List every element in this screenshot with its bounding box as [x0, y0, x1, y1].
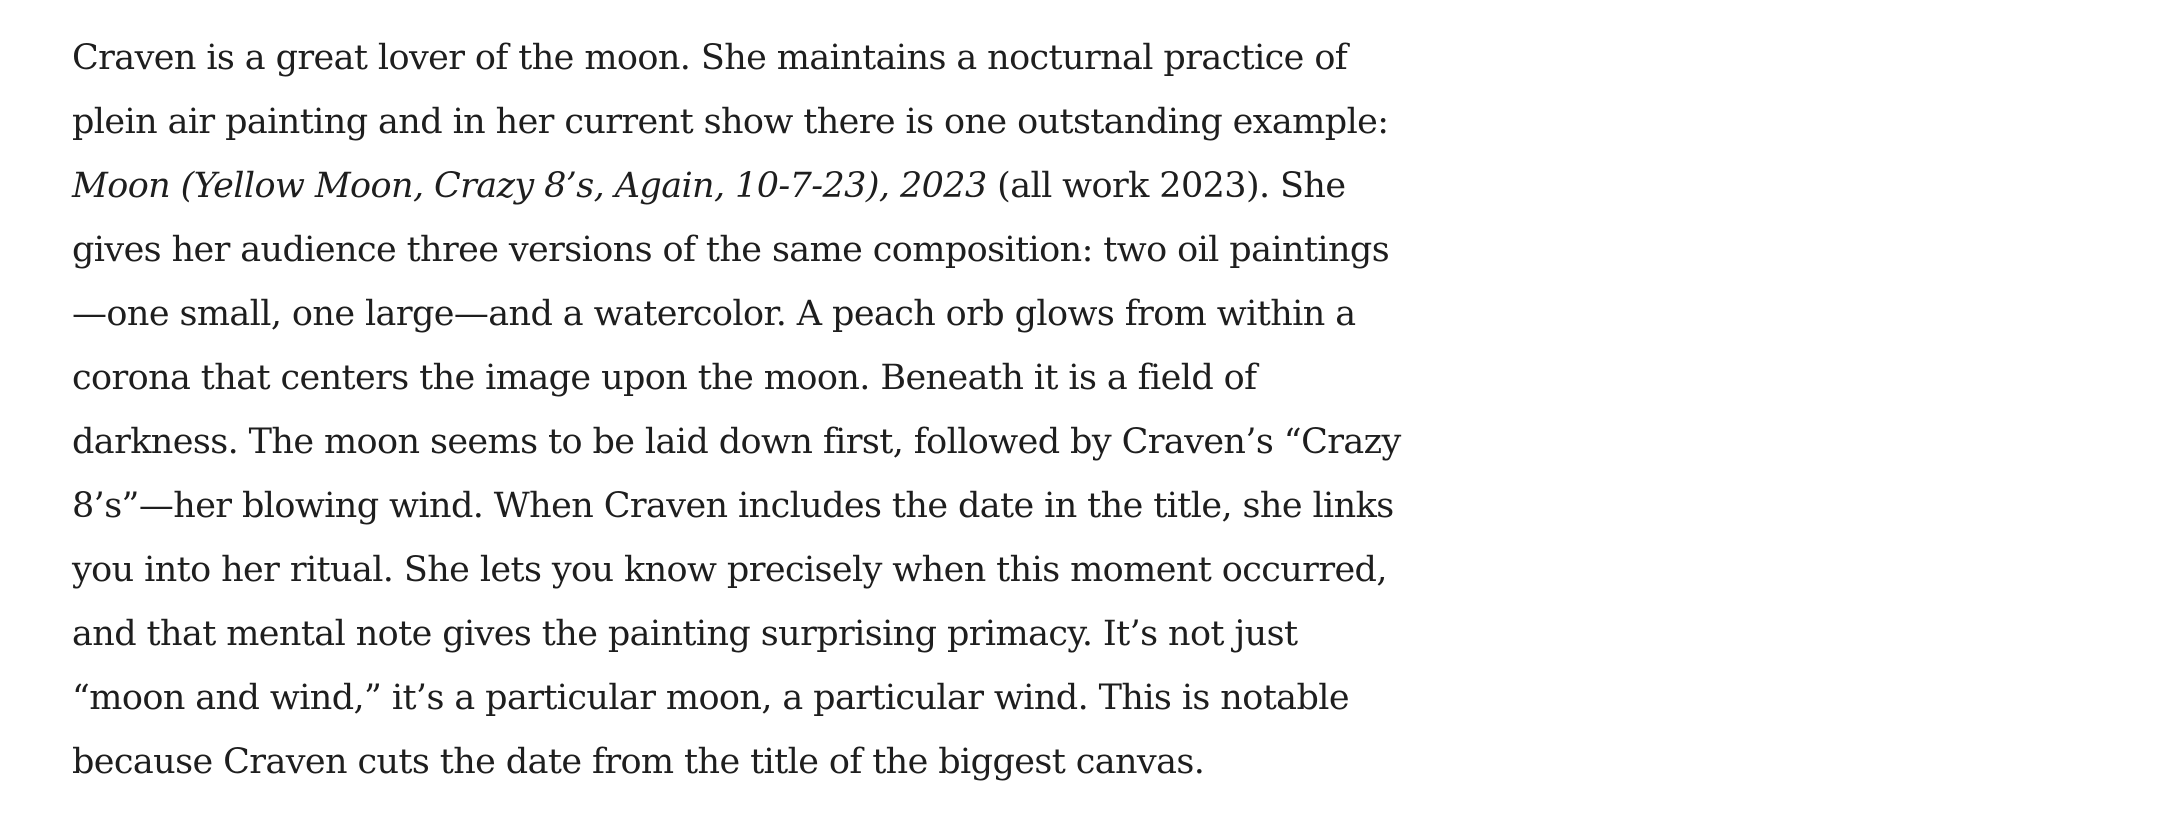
paragraph-line: corona that centers the image upon the moon. Beneath it is a field of	[72, 358, 1257, 398]
article-body	[72, 26, 1412, 794]
paragraph-line: gives her audience three versions of the same composition: two oil paintings	[72, 230, 1390, 270]
paragraph-line: and that mental note gives the painting surprising primacy. It’s not just	[72, 614, 1298, 654]
paragraph-line: because Craven cuts the date from the title of the biggest canvas.	[72, 742, 1205, 782]
paragraph-line: darkness. The moon seems to be laid down first, followed by Craven’s “Crazy	[72, 422, 1401, 462]
paragraph-line: “moon and wind,” it’s a particular moon, a particular wind. This is notable	[72, 678, 1349, 718]
paragraph-line: 8’s”—her blowing wind. When Craven includes the date in the title, she links	[72, 486, 1394, 526]
paragraph-line: plein air painting and in her current show there is one outstanding example:	[72, 102, 1389, 142]
artwork-year-note: (all work 2023). She	[986, 166, 1346, 206]
paragraph-line	[72, 154, 1412, 218]
paragraph-line: —one small, one large—and a watercolor. A peach orb glows from within a	[72, 294, 1356, 334]
article-paragraph	[72, 26, 1412, 794]
artwork-title: Moon (Yellow Moon, Crazy 8’s, Again, 10-7-23), 2023	[72, 166, 987, 206]
paragraph-line: you into her ritual. She lets you know precisely when this moment occurred,	[72, 550, 1387, 590]
paragraph-line: Craven is a great lover of the moon. She maintains a nocturnal practice of	[72, 38, 1348, 78]
